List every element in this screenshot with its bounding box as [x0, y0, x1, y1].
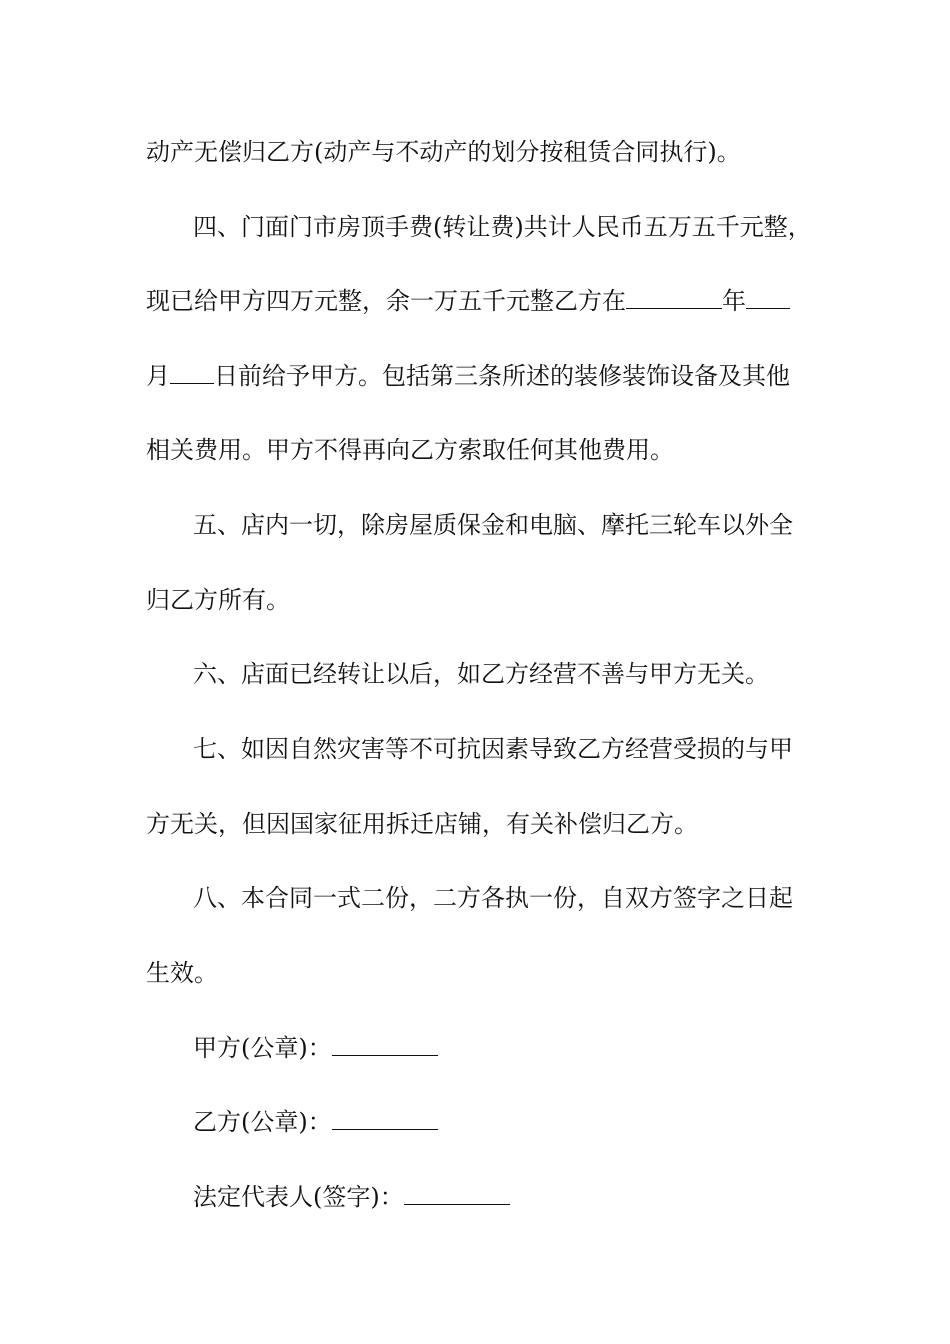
text-line: 方无关，但因国家征用拆迁店铺，有关补偿归乙方。 — [146, 810, 698, 838]
year-blank[interactable] — [626, 286, 722, 309]
text-line: 现已给甲方四万元整，余一万五千元整乙方在 — [146, 287, 626, 315]
text-line: 五、店内一切，除房屋质保金和电脑、摩托三轮车以外全 — [193, 511, 793, 539]
text-line: 六、店面已经转让以后，如乙方经营不善与甲方无关。 — [193, 660, 769, 688]
year-label: 年 — [722, 287, 746, 315]
legal-rep-label: 法定代表人(签字)： — [193, 1183, 404, 1211]
text-line: 七、如因自然灾害等不可抗因素导致乙方经营受损的与甲 — [193, 735, 793, 763]
party-a-label: 甲方(公章)： — [193, 1034, 332, 1062]
legal-rep-signature — [193, 1181, 863, 1213]
clause-four-line-4 — [146, 434, 816, 466]
text-line: 相关费用。甲方不得再向乙方索取任何其他费用。 — [146, 436, 674, 464]
day-blank[interactable] — [170, 361, 214, 384]
clause-five-line-2 — [146, 584, 816, 616]
paragraph-line — [146, 136, 816, 168]
clause-five-line-1 — [193, 509, 863, 541]
clause-eight-line-2 — [146, 957, 816, 989]
text-line: 日前给予甲方。包括第三条所述的装修装饰设备及其他 — [214, 362, 790, 390]
text-line: 四、门面门市房顶手费(转让费)共计人民币五万五千元整， — [193, 213, 812, 241]
month-label: 月 — [146, 362, 170, 390]
text-line: 动产无偿归乙方(动产与不动产的划分按租赁合同执行)。 — [146, 138, 741, 166]
party-b-label: 乙方(公章)： — [193, 1108, 332, 1136]
text-line: 八、本合同一式二份，二方各执一份，自双方签字之日起 — [193, 884, 793, 912]
party-b-blank[interactable] — [332, 1107, 438, 1130]
clause-six-line — [193, 658, 863, 690]
clause-seven-line-2 — [146, 808, 816, 840]
party-a-signature — [193, 1032, 863, 1064]
party-a-blank[interactable] — [332, 1033, 438, 1056]
clause-eight-line-1 — [193, 882, 863, 914]
text-line: 归乙方所有。 — [146, 586, 290, 614]
party-b-signature — [193, 1106, 863, 1138]
legal-rep-blank[interactable] — [404, 1182, 510, 1205]
clause-four-line-2 — [146, 285, 816, 317]
clause-four-line-1 — [193, 211, 863, 243]
clause-seven-line-1 — [193, 733, 863, 765]
clause-four-line-3 — [146, 360, 816, 392]
month-blank[interactable] — [746, 286, 790, 309]
text-line: 生效。 — [146, 959, 218, 987]
